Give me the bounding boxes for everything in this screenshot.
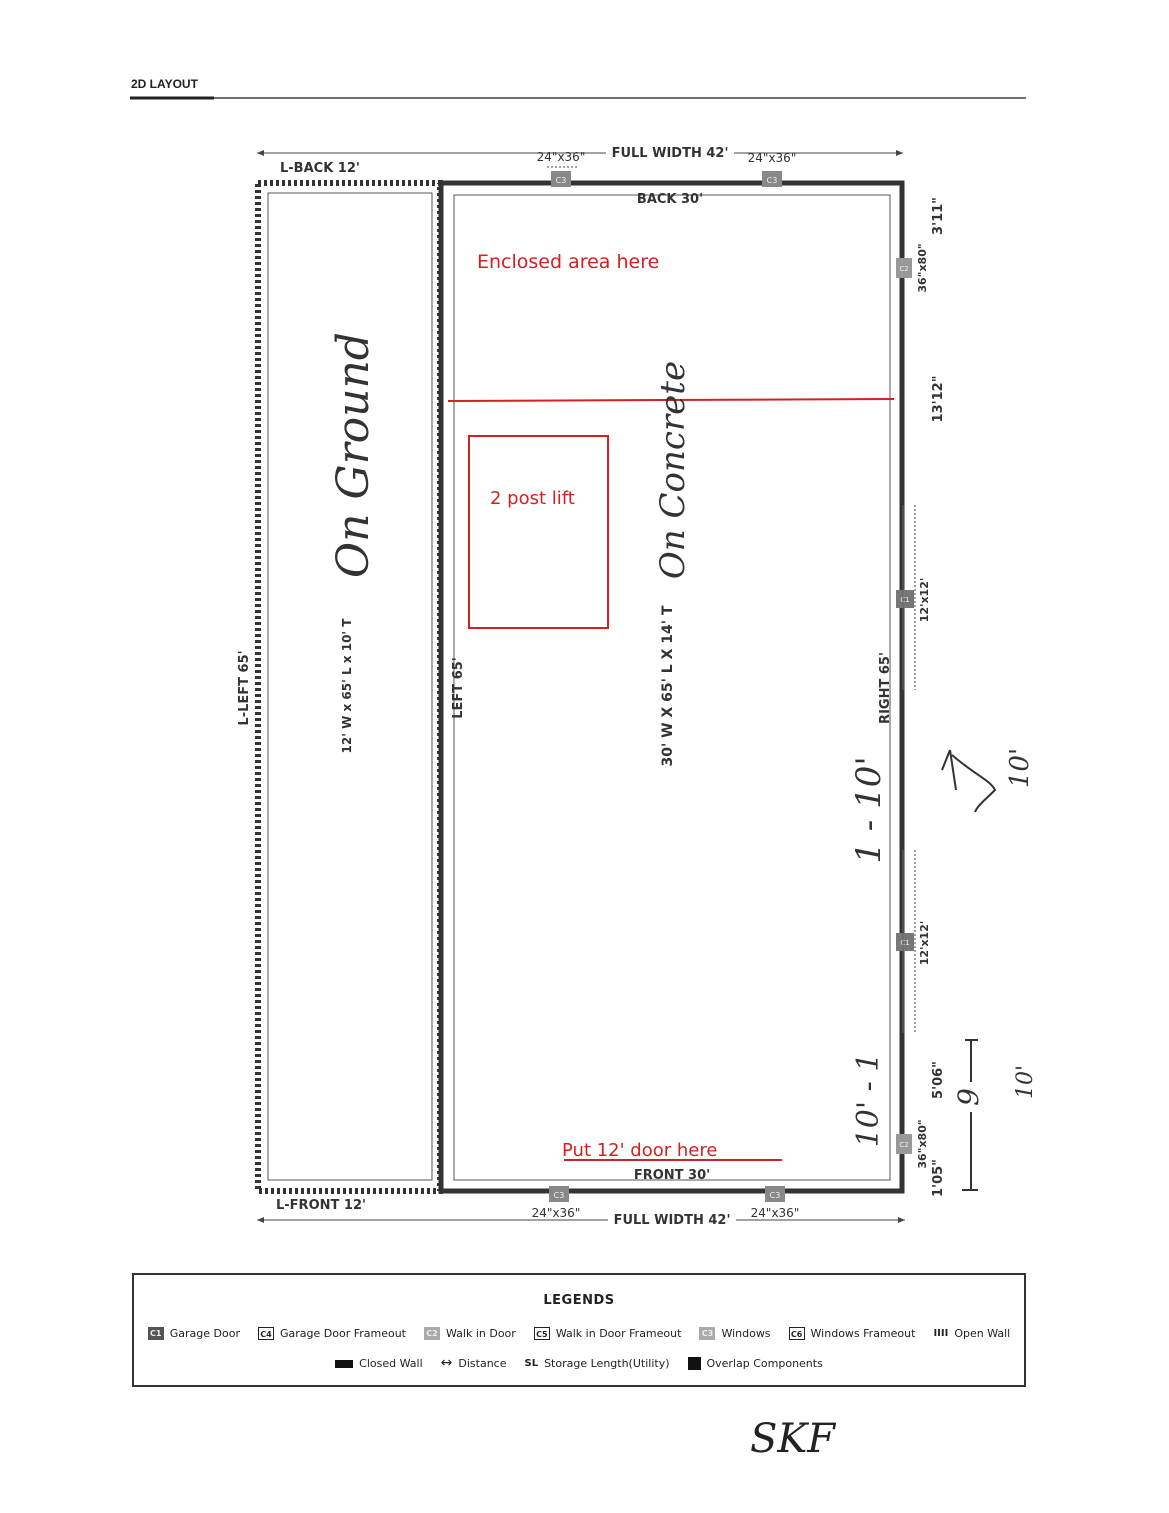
right-distance-3: 5'06": [931, 1061, 946, 1099]
front-window-2-size: 24"x36": [750, 1206, 800, 1220]
handwritten-arrow: [942, 750, 995, 812]
post-lift-box: [469, 436, 608, 628]
svg-text:C3: C3: [553, 1191, 565, 1200]
on-concrete-note: On Concrete: [653, 360, 693, 580]
back-label: BACK 30': [636, 192, 704, 207]
lean-to-dimensions: 12' W x 65' L x 10' T: [340, 618, 354, 754]
legend-item: [335, 1357, 422, 1370]
svg-text:C3: C3: [555, 176, 567, 185]
legend-label: Windows Frameout: [810, 1327, 916, 1340]
legend-swatch: ↔: [440, 1355, 453, 1371]
main-dimensions: 30' W X 65' L X 14' T: [660, 605, 676, 767]
legend-swatch: C4: [258, 1327, 274, 1340]
l-left-label: L-LEFT 65': [237, 650, 252, 726]
left-label: LEFT 65': [451, 657, 466, 719]
legend-item: [699, 1327, 770, 1340]
l-front-label: L-FRONT 12': [276, 1198, 366, 1213]
legend-swatch: C2: [424, 1327, 440, 1340]
back-window-2-size: 24"x36": [747, 151, 797, 165]
svg-text:C1: C1: [900, 939, 910, 947]
legend-item: [441, 1357, 507, 1370]
handwritten-far-right-lower: 10': [1013, 1064, 1038, 1100]
legend-label: Open Wall: [954, 1327, 1011, 1340]
handwritten-bracket: [962, 1040, 978, 1190]
right-walkin-top-size: 36"x80": [916, 243, 929, 293]
legend-label: Garage Door Frameout: [279, 1327, 406, 1340]
legend-row-1: [134, 1327, 1024, 1340]
right-label: RIGHT 65': [878, 652, 893, 724]
svg-text:C3: C3: [769, 1191, 781, 1200]
legend-item: [933, 1327, 1010, 1340]
legend-item: [525, 1357, 670, 1370]
right-distance-4: 1'05": [931, 1159, 946, 1197]
back-window-1-size: 24"x36": [536, 150, 586, 164]
legend-label: Windows: [721, 1327, 771, 1340]
legend-swatch: C5: [534, 1327, 550, 1340]
legend-swatch: SL: [524, 1358, 539, 1369]
legend-swatch: C3: [699, 1327, 715, 1340]
right-distance-2: 13'12": [931, 375, 946, 423]
svg-text:C3: C3: [766, 176, 778, 185]
handwritten-right-upper: 1 - 10': [849, 756, 889, 864]
legend-item: [534, 1327, 682, 1340]
legend-label: Closed Wall: [359, 1357, 423, 1370]
put-door-note: Put 12' door here: [562, 1140, 718, 1161]
right-garage-2-size: 12'x12': [918, 920, 931, 966]
legend-title: LEGENDS: [543, 1293, 615, 1308]
legend-swatch: [688, 1357, 701, 1370]
page-title: 2D LAYOUT: [131, 77, 198, 91]
on-ground-note: On Ground: [328, 332, 379, 578]
svg-text:C1: C1: [900, 596, 910, 604]
front-label: FRONT 30': [633, 1168, 711, 1183]
handwritten-right-lower: 10' - 1: [851, 1052, 886, 1148]
legend-item: [789, 1327, 916, 1340]
svg-text:C2: C2: [899, 265, 909, 273]
legend-item: [688, 1357, 823, 1370]
legend-swatch: [335, 1360, 353, 1368]
svg-text:C2: C2: [899, 1141, 909, 1149]
legend-label: Walk in Door: [446, 1327, 516, 1340]
legend-swatch: C6: [789, 1327, 805, 1340]
post-lift-label: 2 post lift: [490, 488, 575, 509]
enclosed-area-note: Enclosed area here: [477, 251, 660, 273]
legend-item: [148, 1327, 240, 1340]
handwritten-far-right-upper: 10': [1005, 747, 1035, 789]
full-width-top-label: FULL WIDTH 42': [611, 146, 729, 161]
right-walkin-bottom-size: 36"x80": [916, 1119, 929, 1169]
l-back-label: L-BACK 12': [280, 161, 360, 176]
legend-row-2: [134, 1357, 1024, 1370]
right-distance-1: 3'11": [931, 197, 946, 235]
legend-item: [424, 1327, 516, 1340]
legend-swatch: IIII: [933, 1328, 949, 1339]
legend-swatch: C1: [148, 1327, 164, 1340]
legend-label: Distance: [458, 1357, 507, 1370]
legend-label: Walk in Door Frameout: [555, 1327, 682, 1340]
legend-label: Overlap Components: [706, 1357, 823, 1370]
full-width-bottom-dimension: [257, 1211, 905, 1228]
full-width-bottom-label: FULL WIDTH 42': [613, 1213, 731, 1228]
handwritten-nine: 9: [952, 1088, 985, 1106]
right-garage-1-size: 12'x12': [918, 577, 931, 623]
legend-item: [258, 1327, 406, 1340]
front-window-1-size: 24"x36": [531, 1206, 581, 1220]
legend-box: [132, 1273, 1026, 1387]
legend-label: Garage Door: [169, 1327, 240, 1340]
legend-label: Storage Length(Utility): [544, 1357, 670, 1370]
signature: SKF: [750, 1416, 836, 1462]
